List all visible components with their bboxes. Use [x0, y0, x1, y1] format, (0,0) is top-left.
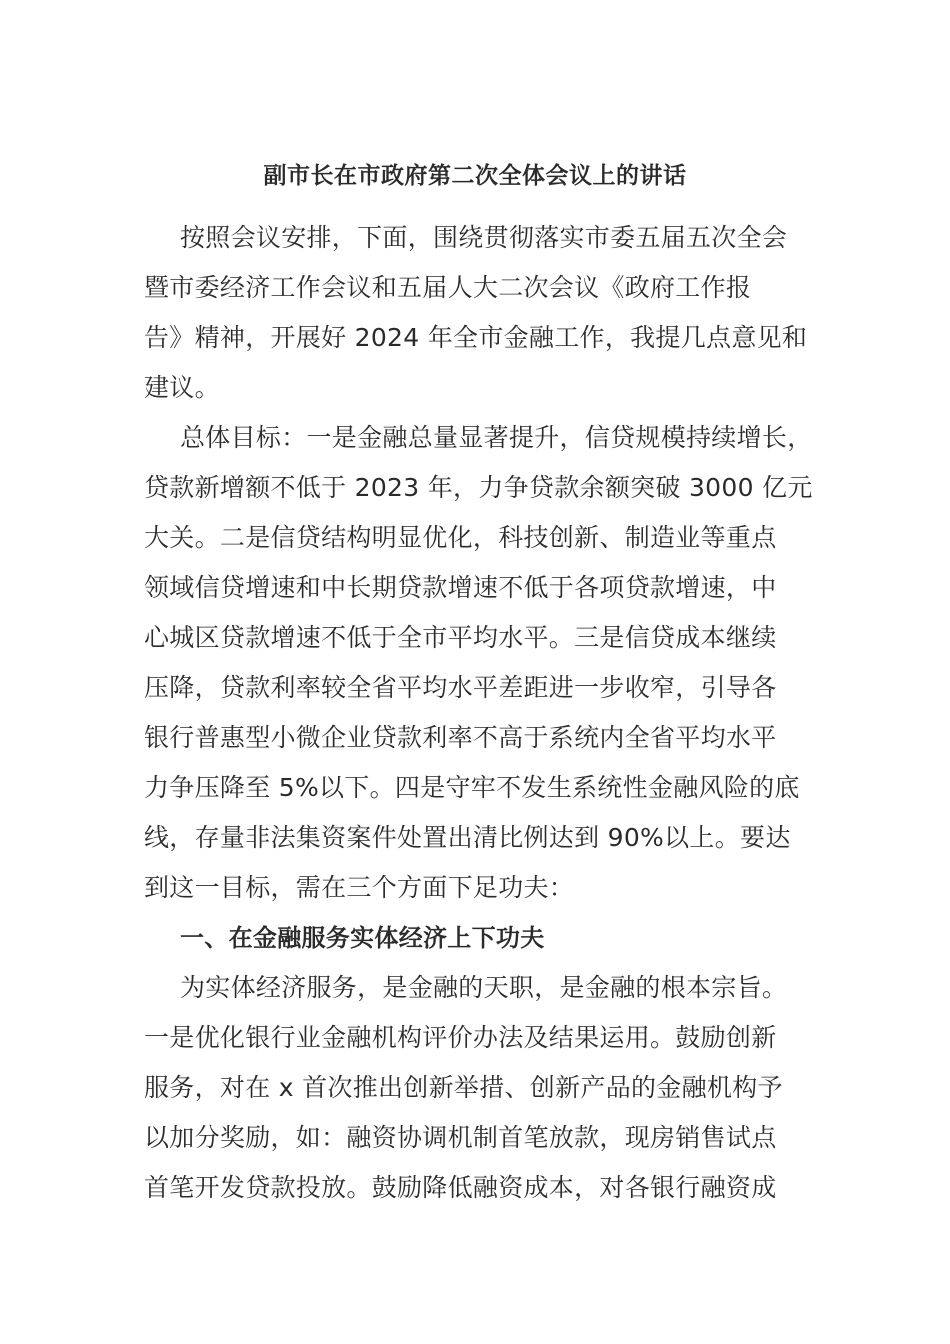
paragraph-line: 心城区贷款增速不低于全市平均水平。三是信贷成本继续	[144, 623, 777, 652]
paragraph-line: 大关。二是信贷结构明显优化，科技创新、制造业等重点	[144, 523, 777, 552]
paragraph-line: 按照会议安排，下面，围绕贯彻落实市委五届五次全会	[180, 223, 788, 252]
paragraph-line: 贷款新增额不低于 2023 年，力争贷款余额突破 3000 亿元	[144, 473, 813, 502]
paragraph-line: 暨市委经济工作会议和五届人大二次会议《政府工作报	[144, 273, 752, 302]
paragraph-line: 告》精神，开展好 2024 年全市金融工作，我提几点意见和	[144, 323, 808, 352]
paragraph-line: 线，存量非法集资案件处置出清比例达到 90%以上。要达	[144, 823, 791, 852]
paragraph-line: 为实体经济服务，是金融的天职，是金融的根本宗旨。	[180, 973, 788, 1002]
paragraph-line: 银行普惠型小微企业贷款利率不高于系统内全省平均水平	[144, 723, 777, 752]
paragraph-line: 到这一目标，需在三个方面下足功夫：	[144, 873, 575, 902]
paragraph-line: 总体目标：一是金融总量显著提升，信贷规模持续增长，	[180, 423, 813, 452]
paragraph-line: 压降，贷款利率较全省平均水平差距进一步收窄，引导各	[144, 673, 777, 702]
document-title: 副市长在市政府第二次全体会议上的讲话	[263, 163, 687, 189]
section-heading: 一、在金融服务实体经济上下功夫	[180, 924, 545, 952]
paragraph-line: 一是优化银行业金融机构评价办法及结果运用。鼓励创新	[144, 1023, 777, 1052]
paragraph-line: 首笔开发贷款投放。鼓励降低融资成本，对各银行融资成	[144, 1173, 777, 1202]
paragraph-line: 服务，对在 x 首次推出创新举措、创新产品的金融机构予	[144, 1073, 783, 1102]
paragraph-line: 力争压降至 5%以下。四是守牢不发生系统性金融风险的底	[144, 773, 800, 802]
paragraph-line: 以加分奖励，如：融资协调机制首笔放款，现房销售试点	[144, 1123, 777, 1152]
paragraph-line: 领域信贷增速和中长期贷款增速不低于各项贷款增速，中	[144, 573, 777, 602]
paragraph-line: 建议。	[144, 373, 220, 402]
